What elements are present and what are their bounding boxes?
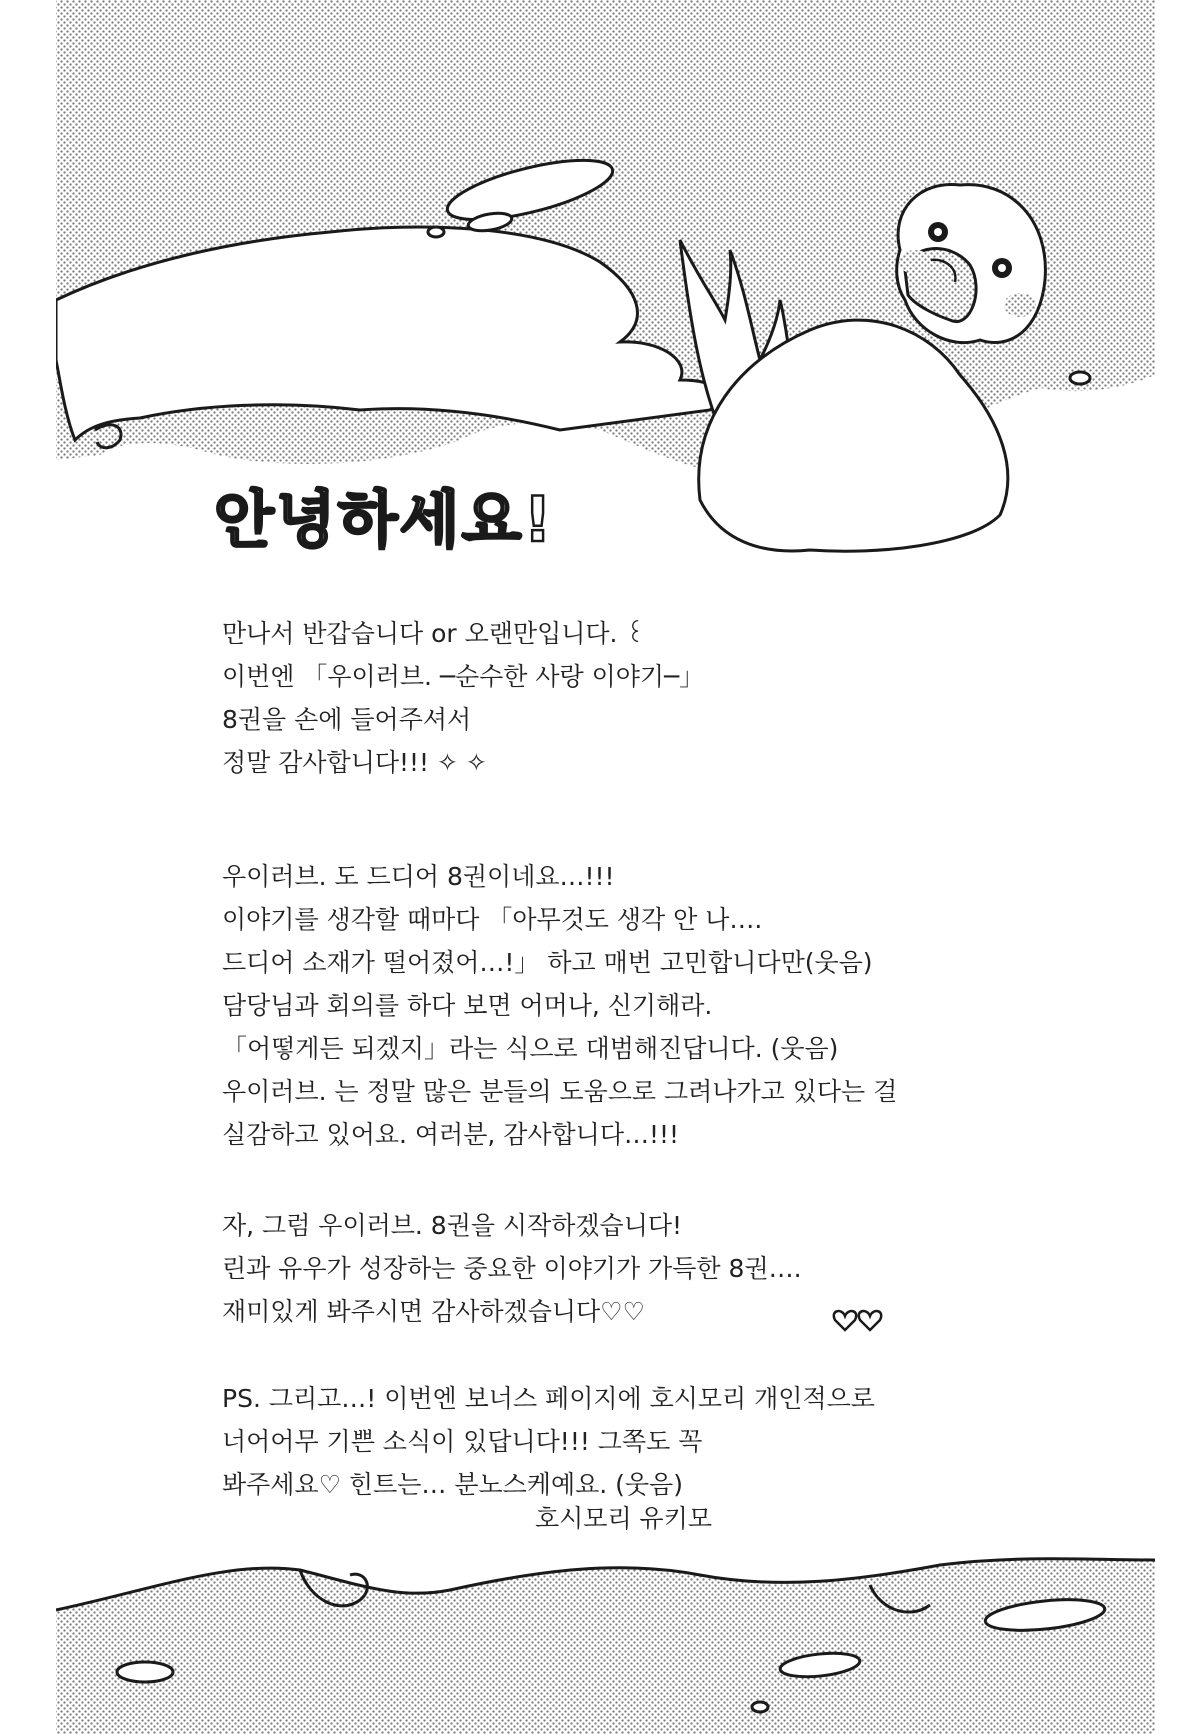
left-margin <box>0 0 56 1734</box>
text-line: 8권을 손에 들어주셔서 <box>222 705 472 734</box>
floating-oval <box>1070 372 1090 384</box>
text-line: 「어떻게든 되겠지」라는 식으로 대범해진답니다. (웃음) <box>222 1034 839 1063</box>
text-line: 봐주세요♡ 힌트는… 분노스케예요. (웃음) <box>222 1470 683 1499</box>
floating-oval <box>117 1662 173 1682</box>
floating-oval <box>428 227 444 237</box>
text-line: 너어어무 기쁜 소식이 있답니다!!! 그쪽도 꼭 <box>222 1427 703 1456</box>
floating-oval <box>752 1702 768 1712</box>
text-line: 드디어 소재가 떨어졌어…!」 하고 매번 고민합니다만(웃음) <box>222 948 873 977</box>
paragraph-greeting <box>222 612 704 784</box>
paragraph-ps <box>222 1377 875 1506</box>
text-line: 자, 그럼 우이러브. 8권을 시작하겠습니다! <box>222 1211 683 1240</box>
text-line: 재미있게 봐주시면 감사하겠습니다♡♡ <box>222 1297 645 1326</box>
right-margin <box>1155 0 1200 1734</box>
page-title: 안녕하세요! <box>214 483 554 556</box>
text-line: 담당님과 회의를 하다 보면 어머나, 신기해라. <box>222 991 713 1020</box>
text-line: 정말 감사합니다!!! ✧ ✧ <box>222 748 487 777</box>
text-line: PS. 그리고…! 이번엔 보너스 페이지에 호시모리 개인적으로 <box>222 1384 875 1413</box>
bottom-screentone <box>56 1559 1155 1734</box>
text-line: 우이러브. 는 정말 많은 분들의 도움으로 그려나가고 있다는 걸 <box>222 1077 898 1106</box>
text-line: 실감하고 있어요. 여러분, 감사합니다…!!! <box>222 1120 680 1149</box>
paragraph-start <box>222 1204 802 1333</box>
text-line: 이번엔 「우이러브. ─순수한 사랑 이야기─」 <box>222 662 705 691</box>
text-line: 이야기를 생각할 때마다 「아무것도 생각 안 나…. <box>222 905 763 934</box>
text-line: 만나서 반갑습니다 or 오랜만입니다. ꒰ <box>222 619 645 648</box>
text-line: 우이러브. 도 드디어 8권이네요…!!! <box>222 862 615 891</box>
heart-doodle-icon <box>834 1311 881 1330</box>
paragraph-story <box>222 855 897 1156</box>
author-signature: 호시모리 유키모 <box>535 1504 712 1533</box>
text-line: 린과 유우가 성장하는 중요한 이야기가 가득한 8권…. <box>222 1254 802 1283</box>
